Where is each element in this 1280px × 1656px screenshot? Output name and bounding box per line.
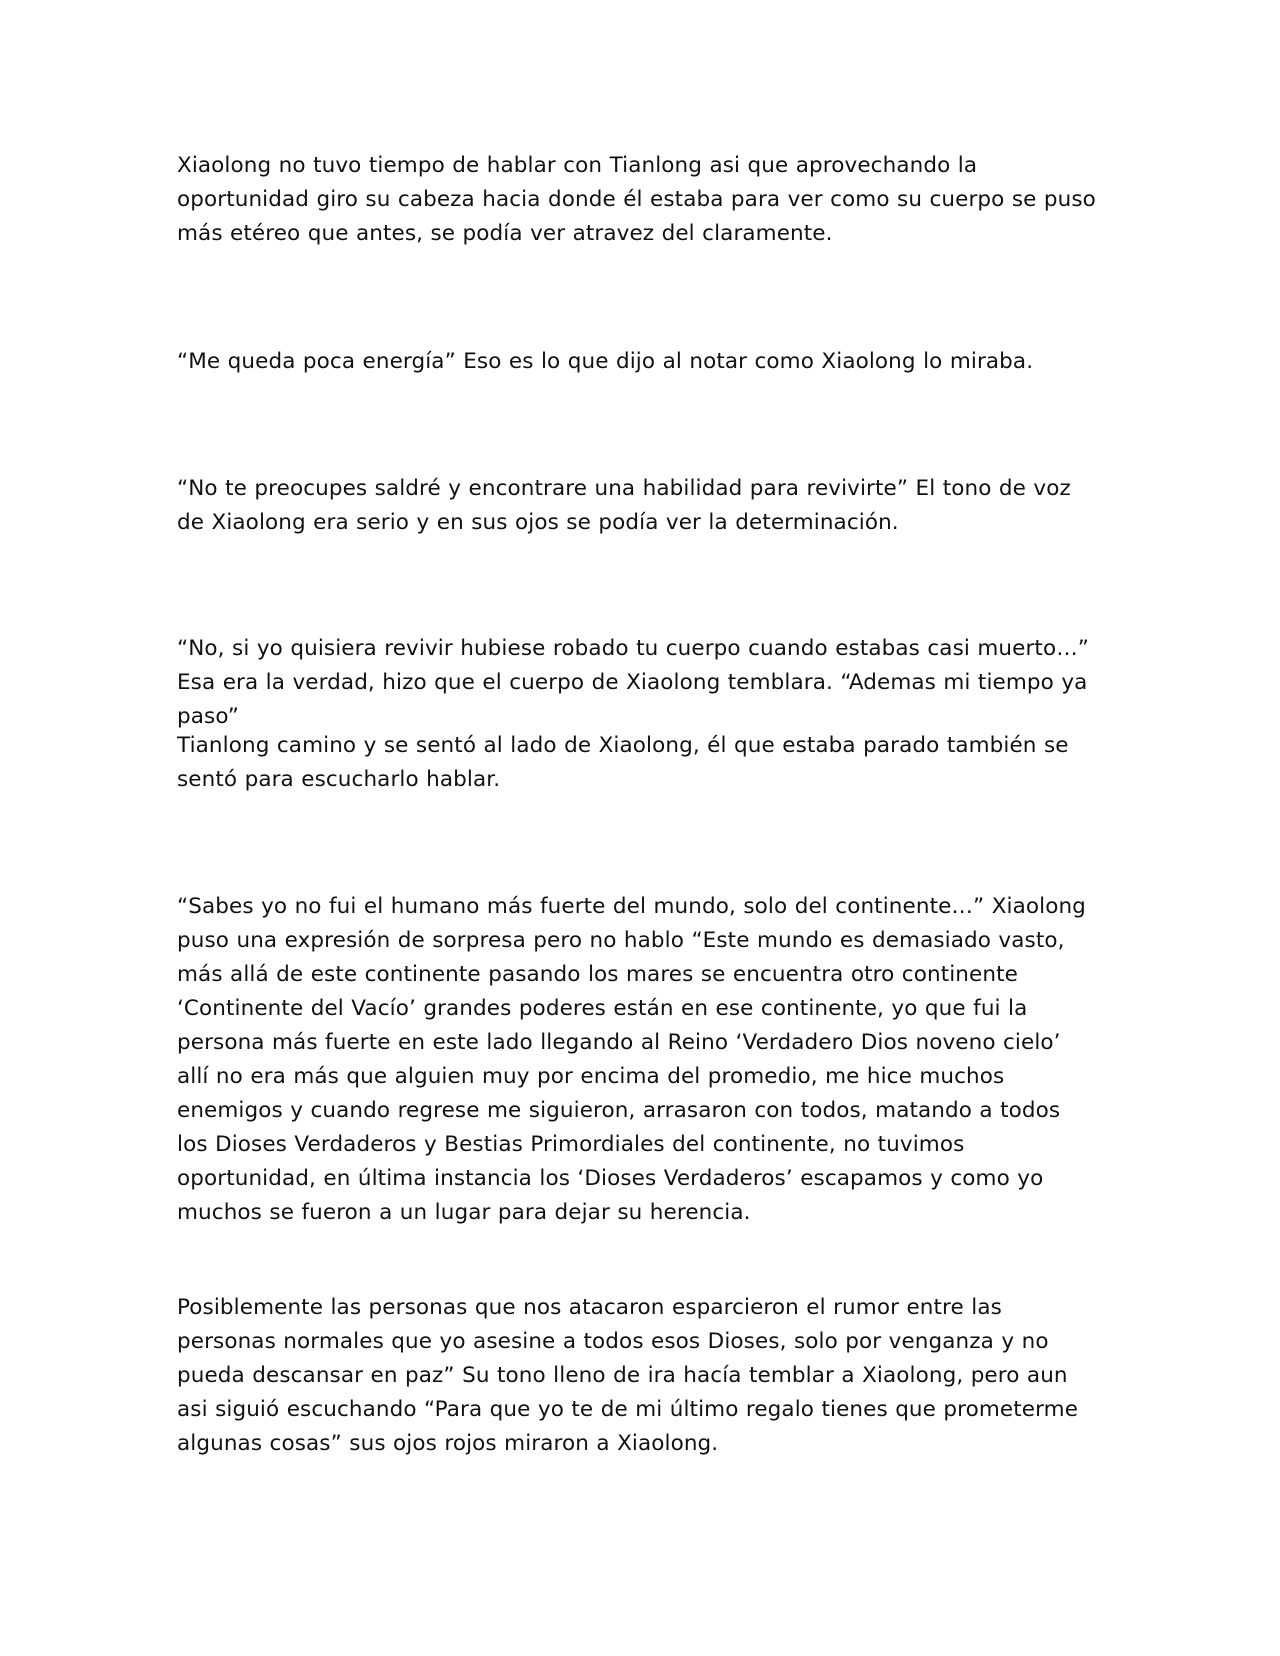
paragraph: “No te preocupes saldré y encontrare una habilidad para revivirte” El tono de voz de Xiaolong era serio y en sus ojos se podía ver la determinación. [177, 476, 1071, 535]
paragraph: “Sabes yo no fui el humano más fuerte del mundo, solo del continente…” Xiaolong puso una expresión de sorpresa pero no hablo “Este mundo es demasiado vasto, más allá de este continente pasando los mares se encuentra otro continente ‘Continente del Vacío’ grandes poderes están en ese continente, yo que fui la persona más fuerte en este lado llegando al Reino ‘Verdadero Dios noveno cielo’ allí no era más que alguien muy por encima del promedio, me hice muchos enemigos y cuando regrese me siguieron, arrasaron con todos, matando a todos los Dioses Verdaderos y Bestias Primordiales del continente, no tuvimos oportunidad, en última instancia los ‘Dioses Verdaderos’ escapamos y como yo muchos se fueron a un lugar para dejar su herencia. [177, 894, 1086, 1225]
paragraph: “Me queda poca energía” Eso es lo que dijo al notar como Xiaolong lo miraba. [177, 349, 1034, 374]
paragraph: “No, si yo quisiera revivir hubiese robado tu cuerpo cuando estabas casi muerto…” Esa era la verdad, hizo que el cuerpo de Xiaolong temblara. “Ademas mi tiempo ya paso” [177, 636, 1090, 729]
paragraph: Xiaolong no tuvo tiempo de hablar con Tianlong asi que aprovechando la oportunidad giro su cabeza hacia donde él estaba para ver como su cuerpo se puso más etéreo que antes, se podía ver atravez del claramente. [177, 153, 1096, 246]
paragraph: Posiblemente las personas que nos atacaron esparcieron el rumor entre las personas normales que yo asesine a todos esos Dioses, solo por venganza y no pueda descansar en paz” Su tono lleno de ira hacía temblar a Xiaolong, pero aun asi siguió escuchando “Para que yo te de mi último regalo tienes que prometerme algunas cosas” sus ojos rojos miraron a Xiaolong. [177, 1295, 1079, 1456]
paragraph: Tianlong camino y se sentó al lado de Xiaolong, él que estaba parado también se sentó para escucharlo hablar. [177, 733, 1069, 792]
